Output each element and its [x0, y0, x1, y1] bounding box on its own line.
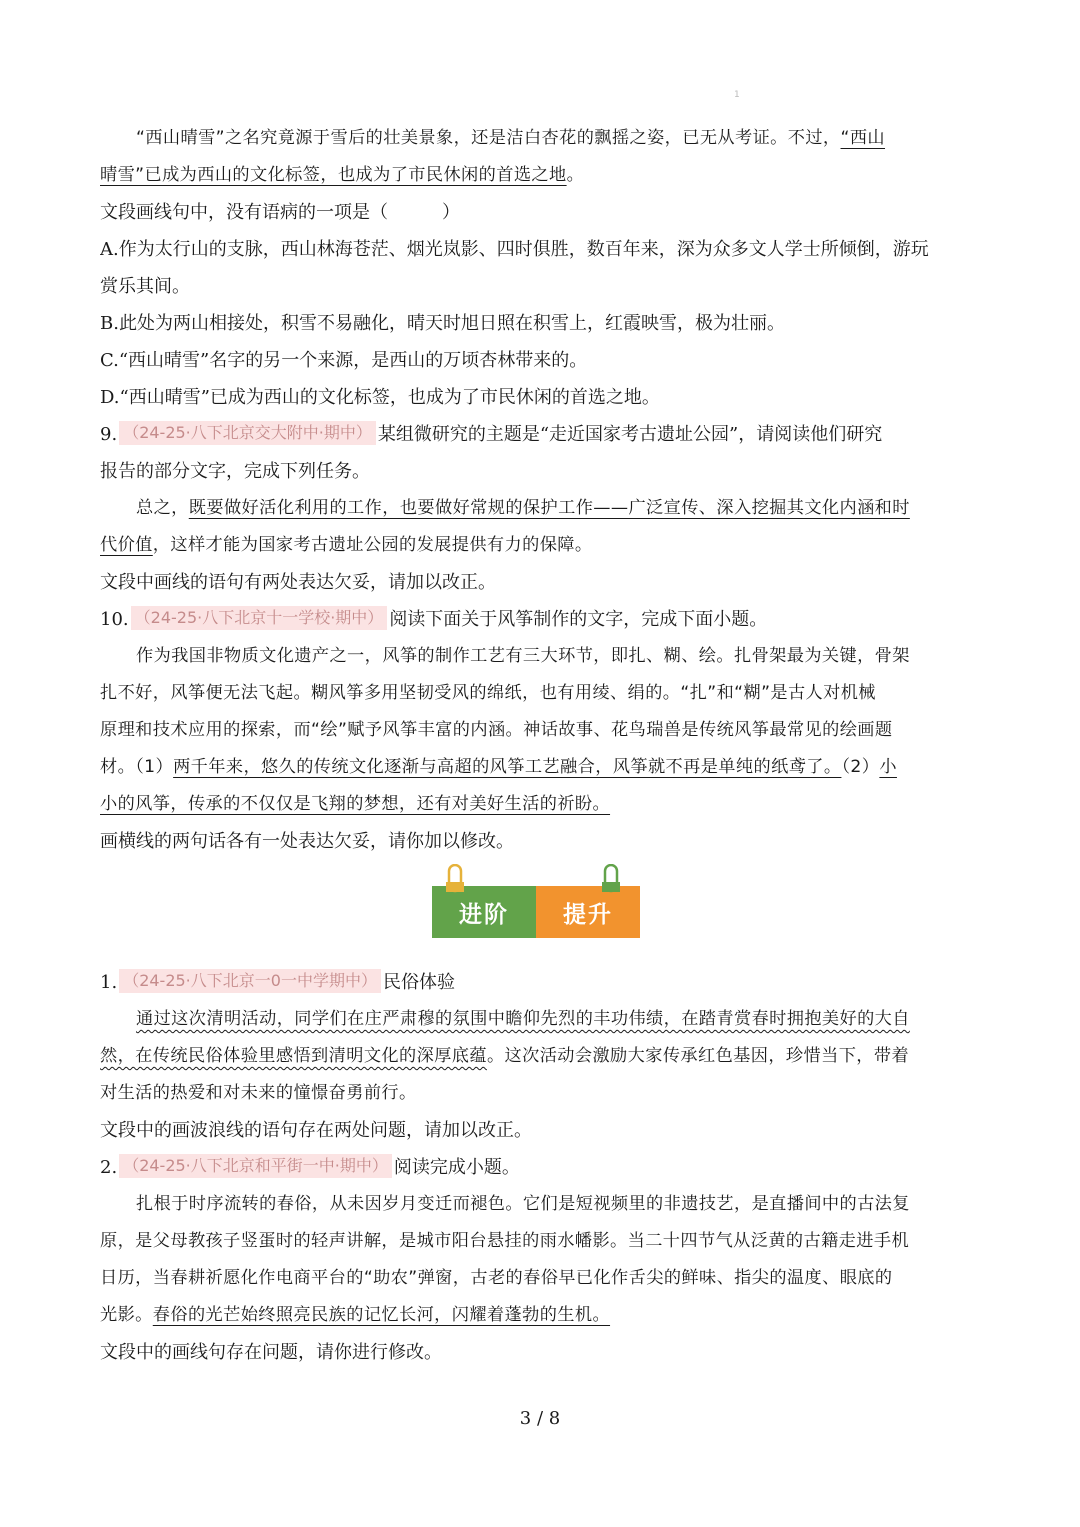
banner-right: 提升: [536, 886, 640, 938]
p1-passage-line-2: 然，在传统民俗体验里感悟到清明文化的深厚底蕴。这次活动会激励大家传承红色基因，珍惜当下，带着: [100, 1046, 910, 1066]
p2-passage-line-3: 日历，当春耕祈愿化作电商平台的“助农”弹窗，古老的春俗早已化作舌尖的鲜味、指尖的温度、眼底的: [100, 1268, 893, 1288]
q9-source-tag: （24-25·八下北京交大附中·期中）: [119, 421, 376, 445]
advance-banner: [432, 886, 640, 938]
p2-passage-line-1: 扎根于时序流转的春俗，从未因岁月变迁而褪色。它们是短视频里的非遗技艺，是直播间中的古法复: [136, 1194, 910, 1214]
q10-source-tag: （24-25·八下北京十一学校·期中）: [131, 606, 388, 630]
section-banner: [100, 860, 980, 964]
q8-option-a: A.作为太行山的支脉，西山林海苍茫、烟光岚影、四时俱胜，数百年来，深为众多文人学士所倾倒，游玩: [100, 239, 929, 260]
page-corner-mark: 1: [734, 90, 740, 100]
paper-clip-icon: [446, 864, 464, 894]
q10-passage-line-3: 原理和技术应用的探索，而“绘”赋予风筝丰富的内涵。神话故事、花鸟瑞兽是传统风筝最常见的绘画题: [100, 720, 893, 740]
q8-option-a-cont: 赏乐其间。: [100, 276, 190, 297]
page-number: 3 / 8: [519, 1408, 561, 1429]
q10-passage-line-4: 材。（1）两千年来，悠久的传统文化逐渐与高超的风筝工艺融合，风筝就不再是单纯的纸鸢了。（2）小: [100, 757, 897, 777]
q10-passage-line-2: 扎不好，风筝便无法飞起。糊风筝多用坚韧受风的绵纸，也有用绫、绢的。“扎”和“糊”是古人对机械: [100, 683, 876, 703]
p1-passage-line-3: 对生活的热爱和对未来的憧憬奋勇前行。: [100, 1083, 417, 1103]
q8-question: 文段画线句中，没有语病的一项是（ ）: [100, 202, 460, 223]
q9-intro-cont: 报告的部分文字，完成下列任务。: [100, 461, 370, 482]
p1-source-tag: （24-25·八下北京一0一中学期中）: [119, 969, 381, 993]
q8-passage-line-1: “西山晴雪”之名究竟源于雪后的壮美景象，还是洁白杏花的飘摇之姿，已无从考证。不过，“西山: [136, 128, 886, 148]
q9-passage-line-1: 总之，既要做好活化利用的工作，也要做好常规的保护工作——广泛宣传、深入挖掘其文化内涵和时: [136, 498, 910, 518]
q9-passage-line-2: 代价值，这样才能为国家考古遗址公园的发展提供有力的保障。: [100, 535, 593, 555]
p1-question: 文段中的画波浪线的语句存在两处问题，请加以改正。: [100, 1120, 532, 1141]
document-body: [100, 120, 980, 1371]
q8-passage-line-2: 晴雪”已成为西山的文化标签，也成为了市民休闲的首选之地。: [100, 165, 585, 185]
p2-passage-line-4: 光影。春俗的光芒始终照亮民族的记忆长河，闪耀着蓬勃的生机。: [100, 1305, 611, 1325]
q9-header: 9. （24-25·八下北京交大附中·期中） 某组微研究的主题是“走近国家考古遗址公园”，请阅读他们研究: [100, 423, 883, 445]
q8-option-b: B.此处为两山相接处，积雪不易融化，晴天时旭日照在积雪上，红霞映雪，极为壮丽。: [100, 313, 785, 334]
q10-passage-line-5: 小的风筝，传承的不仅仅是飞翔的梦想，还有对美好生活的祈盼。: [100, 794, 611, 814]
q8-option-c: C.“西山晴雪”名字的另一个来源，是西山的万顷杏林带来的。: [100, 350, 588, 371]
q9-question: 文段中画线的语句有两处表达欠妥，请加以改正。: [100, 572, 496, 593]
banner-left: 进阶: [432, 886, 536, 938]
p1-passage-line-1: 通过这次清明活动，同学们在庄严肃穆的氛围中瞻仰先烈的丰功伟绩，在踏青赏春时拥抱美好的大自: [136, 1009, 910, 1029]
p2-passage-line-2: 原，是父母教孩子竖蛋时的轻声讲解，是城市阳台悬挂的雨水幡影。当二十四节气从泛黄的古籍走进手机: [100, 1231, 910, 1251]
p1-header: 1. （24-25·八下北京一0一中学期中） 民俗体验: [100, 971, 455, 993]
p2-question: 文段中的画线句存在问题，请你进行修改。: [100, 1342, 442, 1363]
q10-question: 画横线的两句话各有一处表达欠妥，请你加以修改。: [100, 831, 514, 852]
p2-source-tag: （24-25·八下北京和平街一中·期中）: [119, 1154, 392, 1178]
paper-clip-icon: [602, 864, 620, 894]
q10-passage-line-1: 作为我国非物质文化遗产之一，风筝的制作工艺有三大环节，即扎、糊、绘。扎骨架最为关键，骨架: [136, 646, 910, 666]
q8-option-d: D.“西山晴雪”已成为西山的文化标签，也成为了市民休闲的首选之地。: [100, 387, 660, 408]
q10-header: 10. （24-25·八下北京十一学校·期中） 阅读下面关于风筝制作的文字，完成下面小题。: [100, 608, 768, 630]
p2-header: 2. （24-25·八下北京和平街一中·期中） 阅读完成小题。: [100, 1156, 520, 1178]
